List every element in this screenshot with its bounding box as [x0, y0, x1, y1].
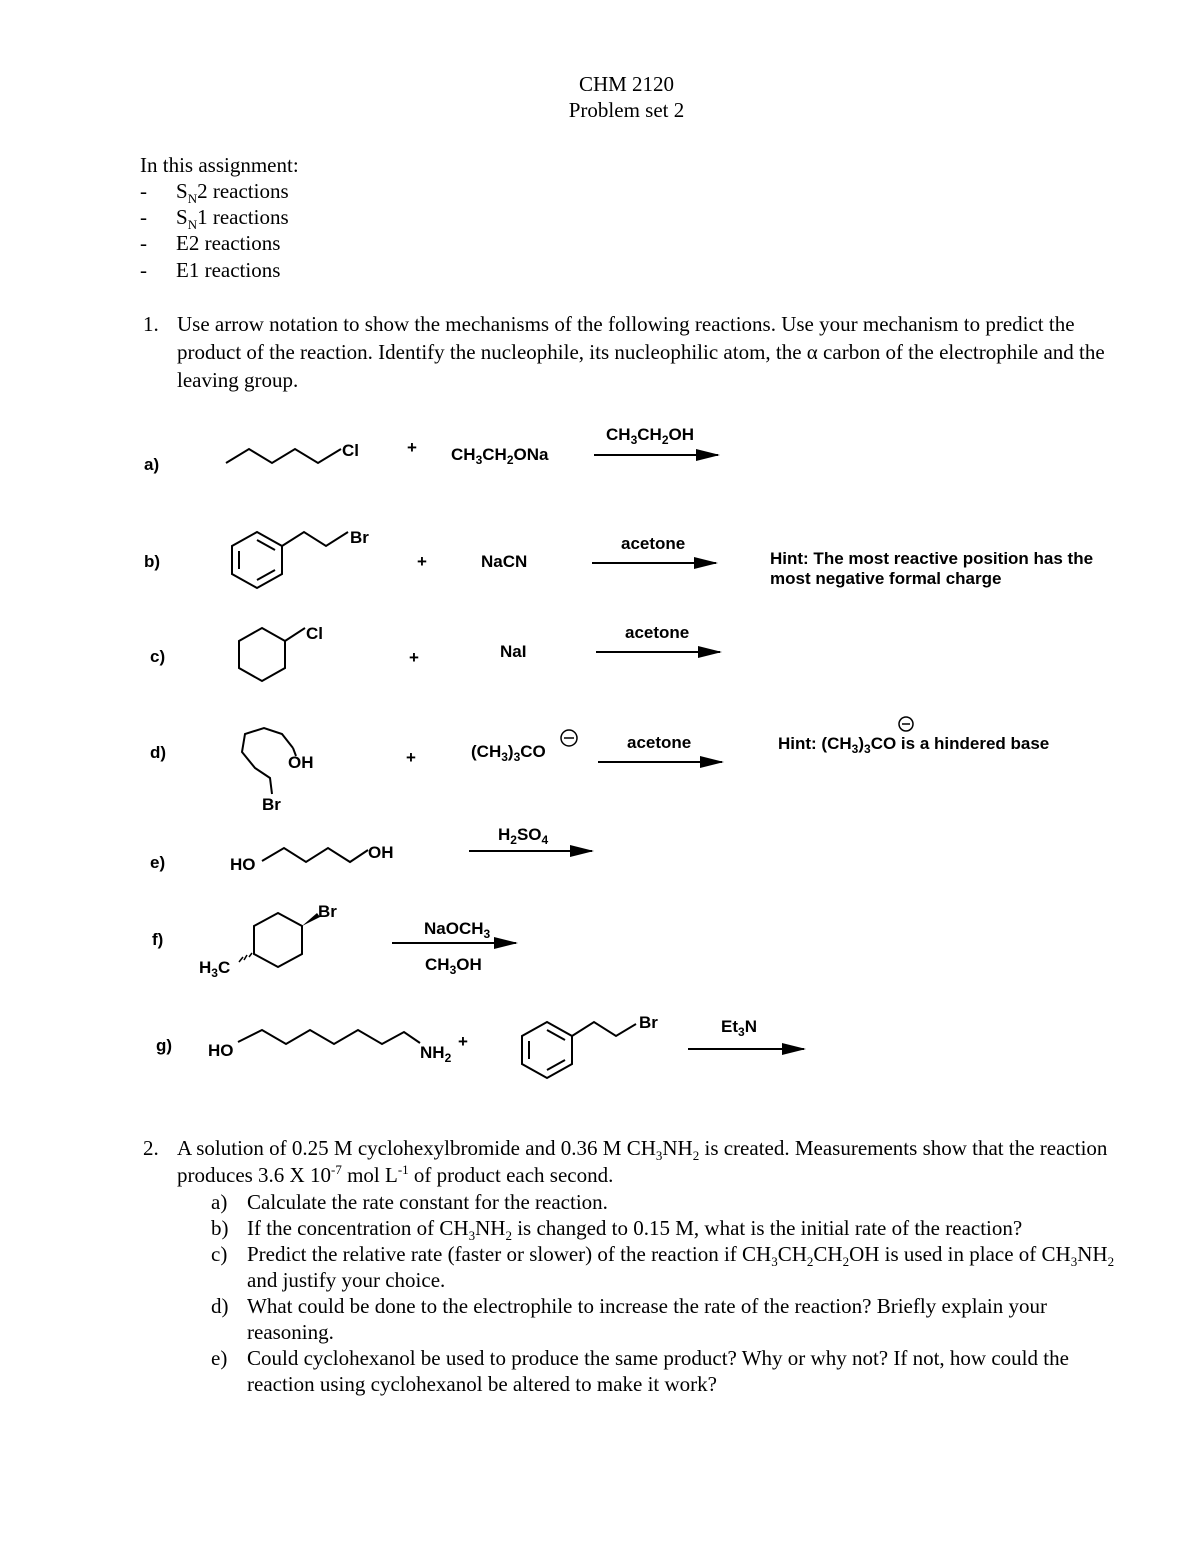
list-dash: -	[140, 179, 147, 203]
reagent-g: $Et_3N$	[721, 1017, 757, 1039]
list-dash: -	[140, 231, 147, 255]
list-item-e2: E2 reactions	[176, 231, 281, 255]
reaction-label-a: a)	[144, 455, 160, 474]
list-dash: -	[140, 258, 147, 282]
question-1-text: Use arrow notation to show the mechanisms of the following reactions. Use your mechanism to predict the product of the reaction. Identify the nucleophile, its nucleophilic atom, the α carbon of the electrophile and the leaving group.	[177, 312, 1105, 392]
reaction-label-g: g)	[156, 1036, 173, 1055]
solvent-d: acetone	[627, 733, 692, 752]
amine-label: $NH_2$	[420, 1043, 452, 1065]
cyclohexane-ring	[239, 628, 285, 681]
question-number: 2.	[143, 1136, 159, 1160]
page-subtitle: Problem set 2	[568, 98, 685, 122]
intro-lead: In this assignment:	[140, 153, 299, 177]
course-title: CHM 2120	[578, 72, 675, 96]
hint-d: Hint: $(CH_3)_3CO$ is a hindered base	[778, 734, 1050, 756]
list-dash: -	[140, 205, 147, 229]
solvent-f: $CH_3OH$	[425, 955, 482, 977]
question-2-part-b: b) If the concentration of $CH_3NH_2$ is changed to 0.15 M, what is the initial rate of the reaction?	[211, 1216, 1023, 1244]
solvent-c: acetone	[625, 623, 690, 642]
atom-label: Br	[262, 795, 281, 814]
molecule-1-chloropentane	[226, 449, 341, 463]
plus-sign: +	[458, 1032, 468, 1051]
reagent-c: NaI	[500, 642, 527, 661]
reaction-label-e: e)	[150, 853, 166, 872]
atom-label: Br	[350, 528, 369, 547]
list-item-e1: E1 reactions	[176, 258, 281, 282]
atom-label: OH	[288, 753, 314, 772]
question-2	[143, 1135, 1123, 1397]
reagent-f: NaOCH$_3$	[424, 919, 491, 941]
plus-sign: +	[417, 552, 427, 571]
reagent-a: $CH_3CH_2ONa$	[451, 445, 549, 467]
atom-label: OH	[368, 843, 394, 862]
methyl-label: $H_3C$	[199, 958, 231, 980]
molecule-diol	[262, 848, 368, 862]
reaction-label-f: f)	[152, 930, 164, 949]
question-number: 1.	[143, 312, 159, 336]
reaction-label-c: c)	[150, 647, 166, 666]
reagent-b: NaCN	[481, 552, 528, 571]
atom-label: Br	[318, 902, 337, 921]
question-2-part-e: e) Could cyclohexanol be used to produce the same product? Why or why not? If not, how could the reaction using cyclohexanol be altered to make it work?	[211, 1346, 1069, 1396]
question-2-part-d: d) What could be done to the electrophile to increase the rate of the reaction? Briefly explain your reasoning.	[211, 1294, 1047, 1344]
hint-b-line1: Hint: The most reactive position has the	[770, 549, 1094, 568]
list-item-sn2: $S_N2$ reactions	[176, 179, 289, 207]
plus-sign: +	[406, 748, 416, 767]
list-item-sn1: $S_N1$ reactions	[176, 205, 289, 233]
reagent-e: $H_2SO_4$	[498, 825, 549, 847]
solvent-a: $CH_3CH_2OH$	[606, 425, 694, 447]
question-2-text: A solution of 0.25 M cyclohexylbromide and 0.36 M $CH_3NH_2$ is created. Measurements show that the reaction produces 3.6 X $10^{-7}$ mol $L^{-1}$ of product each second.	[177, 1136, 1108, 1187]
solvent-b: acetone	[621, 534, 686, 553]
atom-label: Cl	[306, 624, 323, 643]
molecule-amino-alcohol	[238, 1030, 420, 1044]
reagent-d: $(CH_3)_3CO$	[471, 742, 546, 764]
atom-label: HO	[230, 855, 256, 874]
molecule-bromo-alcohol	[242, 728, 293, 794]
atom-label: Cl	[342, 441, 359, 460]
reaction-label-d: d)	[150, 743, 167, 762]
hint-b-line2: most negative formal charge	[770, 569, 1002, 588]
substituted-cyclohexane	[254, 913, 302, 967]
question-2-part-a: a) Calculate the rate constant for the reaction.	[211, 1190, 608, 1214]
plus-sign: +	[409, 648, 419, 667]
atom-label: Br	[639, 1013, 658, 1032]
atom-label: HO	[208, 1041, 234, 1060]
question-2-part-c: c) Predict the relative rate (faster or slower) of the reaction if $CH_3CH_2CH_2OH$ is used in place of $CH_3NH_2$ and justify your choice.	[211, 1242, 1115, 1292]
reaction-label-b: b)	[144, 552, 161, 571]
plus-sign: +	[407, 438, 417, 457]
